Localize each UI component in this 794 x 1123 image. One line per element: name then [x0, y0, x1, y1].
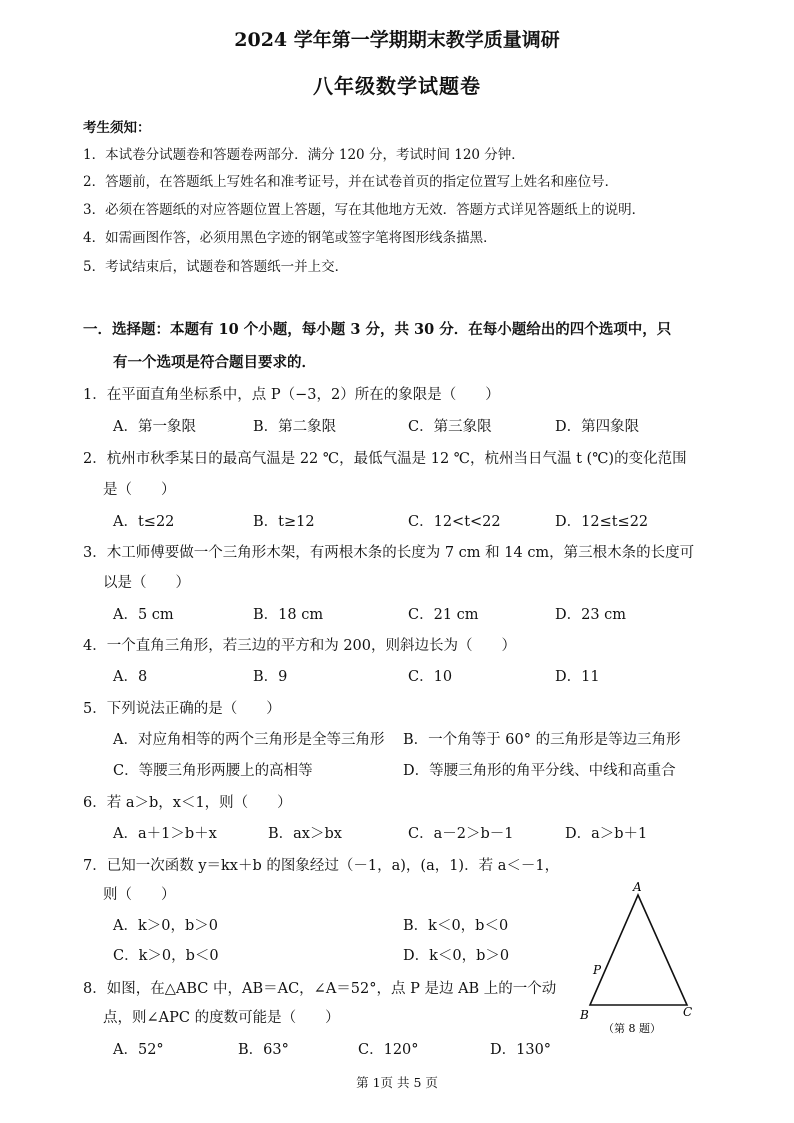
option-b: B．k＜0，b＜0: [403, 918, 509, 934]
notice-heading: 考生须知：: [83, 120, 151, 136]
question-stem: 7．已知一次函数 y＝kx＋b 的图象经过（－1，a)，(a，1)．若 a＜－1，: [83, 858, 560, 874]
option-b: B．ax＞bx: [268, 826, 342, 842]
option-c: C．120°: [358, 1042, 419, 1058]
notice-item: 5．考试结束后，试题卷和答题纸一并上交．: [83, 259, 349, 275]
question-stem-cont: 点，则∠APC 的度数可能是（ ）: [103, 1010, 340, 1026]
option-a: A．5 cm: [113, 607, 174, 623]
option-c: C．21 cm: [408, 607, 479, 623]
triangle-abc: [590, 895, 687, 1005]
question-stem-cont: 以是（ ）: [103, 575, 190, 591]
exam-subtitle: 八年级数学试题卷: [313, 74, 481, 98]
option-a: A．第一象限: [113, 419, 196, 435]
option-b: B．t≥12: [253, 514, 315, 530]
option-d: D．等腰三角形的角平分线、中线和高重合: [403, 763, 676, 779]
option-d: D．第四象限: [555, 419, 640, 435]
option-a: A．k＞0，b＞0: [113, 918, 218, 934]
option-d: D．130°: [490, 1042, 552, 1058]
exam-title: 2024 学年第一学期期末教学质量调研: [234, 29, 560, 51]
vertex-label-p: P: [593, 963, 602, 977]
option-d: D．11: [555, 669, 600, 685]
option-c: C．a－2＞b－1: [408, 826, 514, 842]
option-b: B．18 cm: [253, 607, 324, 623]
option-b: B．9: [253, 669, 288, 685]
section-heading: 一．选择题：本题有 10 个小题，每小题 3 分，共 30 分．在每小题给出的四个选项中，只: [83, 321, 672, 338]
option-b: B．63°: [238, 1042, 289, 1058]
figure-caption: （第 8 题）: [603, 1022, 661, 1035]
question-stem: 4．一个直角三角形，若三边的平方和为 200，则斜边长为（ ）: [83, 638, 517, 654]
option-c: C．k＞0，b＜0: [113, 948, 219, 964]
option-d: D．12≤t≤22: [555, 514, 649, 530]
option-a: A．a＋1＞b＋x: [113, 826, 217, 842]
option-a: A．8: [113, 669, 148, 685]
option-d: D．23 cm: [555, 607, 627, 623]
option-d: D．a＞b＋1: [565, 826, 648, 842]
notice-item: 2．答题前，在答题纸上写姓名和准考证号，并在试卷首页的指定位置写上姓名和座位号．: [83, 174, 619, 190]
question-stem: 8．如图，在△ABC 中，AB＝AC，∠A＝52°，点 P 是边 AB 上的一个动: [83, 981, 557, 997]
option-b: B．一个角等于 60° 的三角形是等边三角形: [403, 732, 681, 748]
page-footer: 第 1页 共 5 页: [356, 1075, 438, 1090]
option-a: A．对应角相等的两个三角形是全等三角形: [113, 732, 385, 748]
option-c: C．12<t<22: [408, 514, 501, 530]
question-stem: 3．木工师傅要做一个三角形木架，有两根木条的长度为 7 cm 和 14 cm，第三根木条的长度可: [83, 545, 695, 561]
option-d: D．k＜0，b＞0: [403, 948, 510, 964]
vertex-label-a: A: [633, 880, 642, 894]
question-stem: 2．杭州市秋季某日的最高气温是 22 ℃，最低气温是 12 ℃，杭州当日气温 t (℃)的变化范围: [83, 451, 687, 467]
triangle-figure: [570, 880, 710, 1040]
vertex-label-b: B: [580, 1008, 589, 1022]
section-heading-cont: 有一个选项是符合题目要求的．: [113, 354, 316, 371]
notice-item: 1．本试卷分试题卷和答题卷两部分．满分 120 分，考试时间 120 分钟．: [83, 147, 525, 163]
option-a: A．52°: [113, 1042, 164, 1058]
option-c: C．10: [408, 669, 453, 685]
option-c: C．等腰三角形两腰上的高相等: [113, 763, 313, 779]
option-b: B．第二象限: [253, 419, 337, 435]
option-c: C．第三象限: [408, 419, 492, 435]
question-stem: 5．下列说法正确的是（ ）: [83, 701, 281, 717]
notice-item: 3．必须在答题纸的对应答题位置上答题，写在其他地方无效．答题方式详见答题纸上的说明．: [83, 202, 646, 218]
vertex-label-c: C: [683, 1005, 693, 1019]
question-stem-cont: 则（ ）: [103, 887, 176, 903]
segment-pc: [603, 975, 687, 1005]
question-stem: 1．在平面直角坐标系中，点 P（−3，2）所在的象限是（ ）: [83, 387, 500, 403]
question-stem: 6．若 a＞b，x＜1，则（ ）: [83, 795, 292, 811]
question-stem-cont: 是（ ）: [103, 482, 176, 498]
notice-item: 4．如需画图作答，必须用黑色字迹的钢笔或签字笔将图形线条描黑．: [83, 230, 497, 246]
option-a: A．t≤22: [113, 514, 175, 530]
